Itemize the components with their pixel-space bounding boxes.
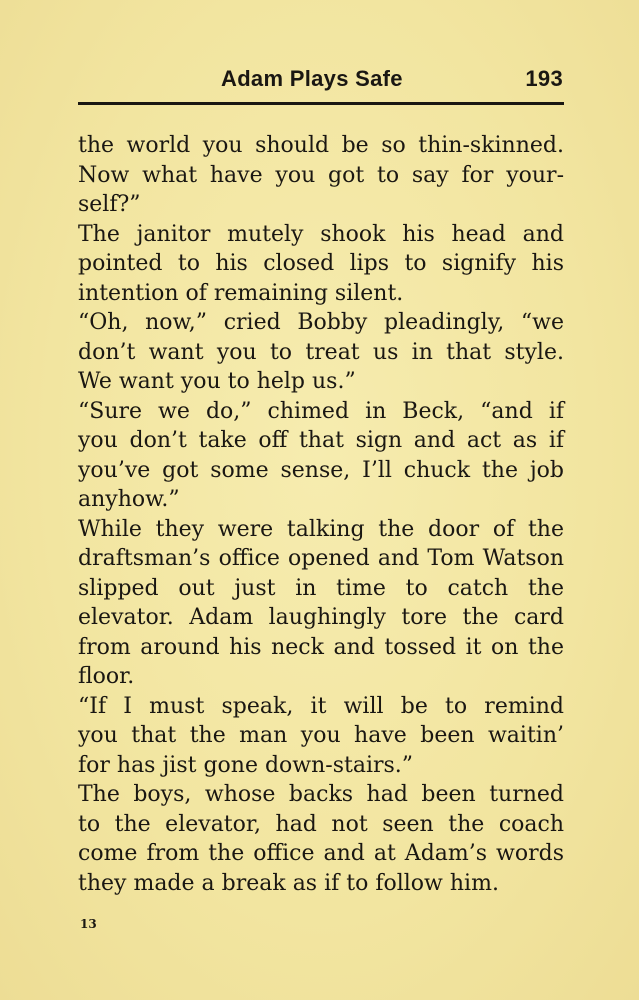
text-line: you don’t take off that sign and act as if bbox=[78, 428, 564, 453]
text-line: The janitor mutely shook his head and bbox=[78, 221, 564, 247]
text-line: from around his neck and tossed it on the bbox=[78, 634, 564, 660]
text-line: you that the man you have been waitin’ bbox=[78, 723, 564, 748]
text-line: they made a break as if to follow him. bbox=[78, 870, 499, 896]
running-head bbox=[78, 64, 563, 98]
text-line: floor. bbox=[78, 664, 135, 689]
text-line: for has jist gone down-stairs.” bbox=[78, 752, 414, 778]
page-number: 193 bbox=[525, 66, 563, 91]
text-line: “Sure we do,” chimed in Beck, “and if bbox=[78, 398, 564, 424]
text-line: “Oh, now,” cried Bobby pleadingly, “we bbox=[78, 310, 564, 335]
text-line: Now what have you got to say for your- bbox=[78, 162, 564, 188]
body-text bbox=[78, 131, 564, 898]
text-line: don’t want you to treat us in that style. bbox=[78, 339, 564, 365]
text-line: come from the office and at Adam’s words bbox=[78, 841, 564, 866]
text-line: you’ve got some sense, I’ll chuck the job bbox=[78, 457, 564, 483]
text-line: While they were talking the door of the bbox=[78, 516, 564, 542]
text-line: intention of remaining silent. bbox=[78, 280, 404, 306]
text-line: anyhow.” bbox=[78, 487, 180, 512]
text-line: The boys, whose backs had been turned bbox=[78, 782, 564, 807]
text-line: to the elevator, had not seen the coach bbox=[78, 811, 564, 837]
signature-mark: 13 bbox=[80, 917, 97, 931]
running-title: Adam Plays Safe bbox=[221, 66, 403, 91]
text-line: slipped out just in time to catch the bbox=[78, 575, 564, 601]
text-line: “If I must speak, it will be to remind bbox=[78, 693, 564, 719]
header-rule bbox=[78, 102, 564, 105]
text-line: pointed to his closed lips to signify his bbox=[78, 251, 564, 276]
text-line: We want you to help us.” bbox=[78, 369, 356, 394]
text-line: draftsman’s office opened and Tom Watson bbox=[78, 546, 564, 571]
text-line: self?” bbox=[78, 192, 141, 217]
text-line: elevator. Adam laughingly tore the card bbox=[78, 605, 564, 630]
text-line: the world you should be so thin-skinned. bbox=[78, 133, 564, 158]
